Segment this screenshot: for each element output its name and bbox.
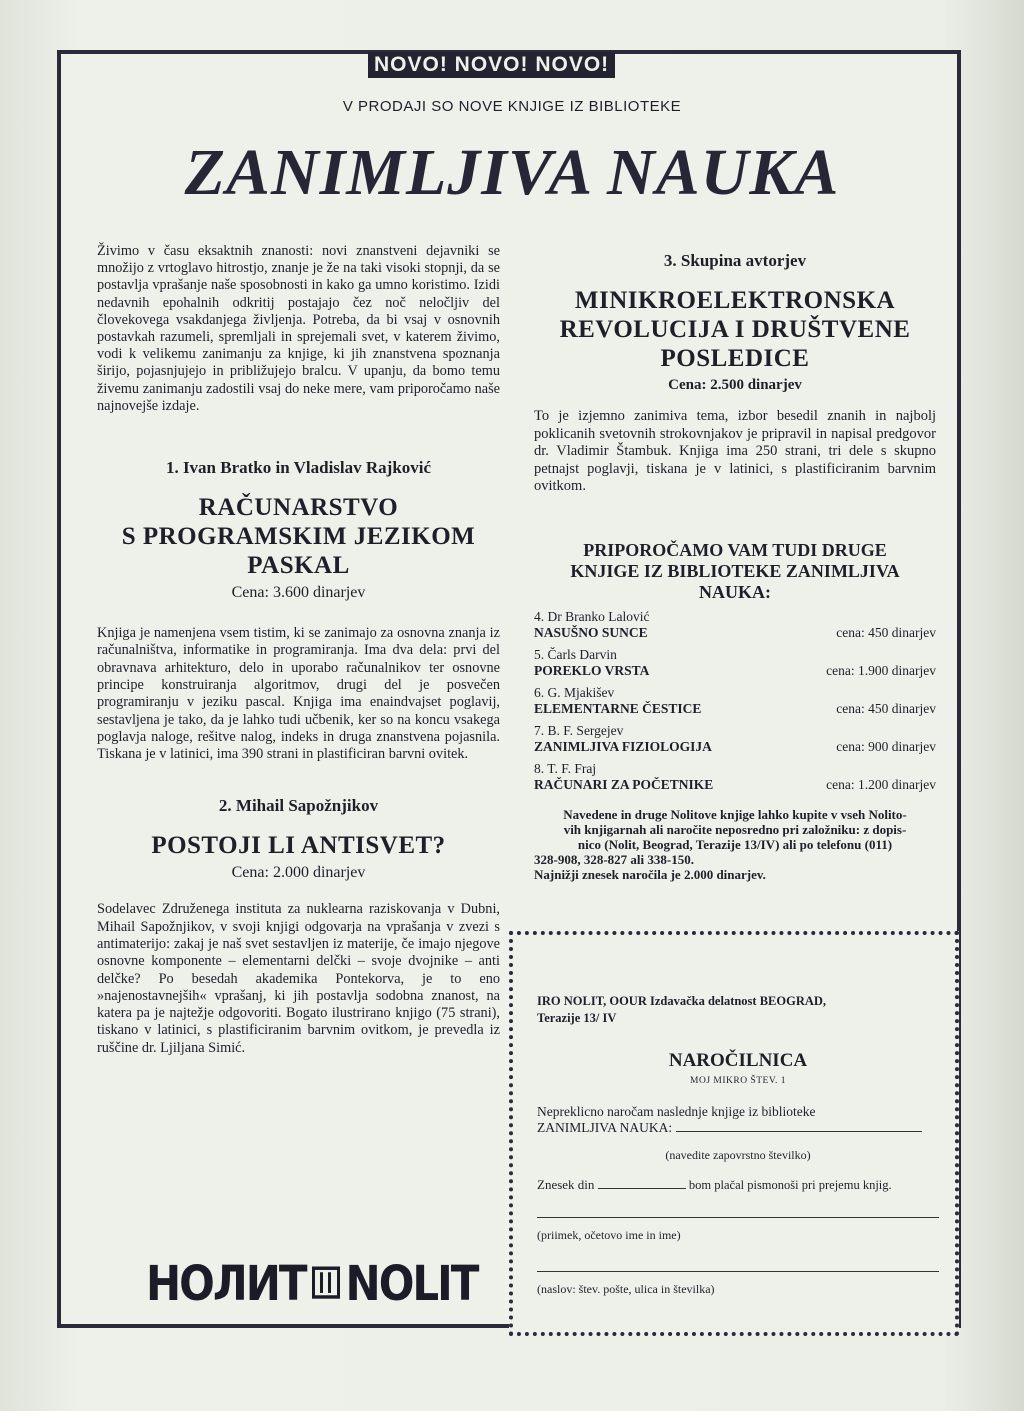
publisher-address-line2: Terazije 13/ IV xyxy=(537,1011,617,1025)
rec-author: 7. B. F. Sergejev xyxy=(534,722,624,738)
amount-row xyxy=(537,1177,939,1193)
order-form xyxy=(509,931,959,1336)
book3-price: Cena: 2.500 dinarjev xyxy=(668,376,802,393)
rec-price: cena: 450 dinarjev xyxy=(836,624,936,640)
left-column xyxy=(97,243,500,1057)
order-statement-line2: ZANIMLJIVA NAUKA: xyxy=(537,1120,673,1135)
rec-title: POREKLO VRSTA xyxy=(534,662,650,678)
list-item xyxy=(534,723,936,755)
rec-title: ZANIMLJIVA FIZIOLOGIJA xyxy=(534,738,712,754)
rec-title: ELEMENTARNE ČESTICE xyxy=(534,700,702,716)
book1-title-line3: PASKAL xyxy=(247,551,350,579)
order-statement xyxy=(537,1104,939,1136)
list-item xyxy=(534,609,936,641)
book2-price: Cena: 2.000 dinarjev xyxy=(231,863,366,881)
novo-badge: NOVO! NOVO! NOVO! xyxy=(368,52,615,78)
ad-subtitle: V PRODAJI SO NOVE KNJIGE IZ BIBLIOTEKE xyxy=(342,98,682,115)
logo-mark-icon xyxy=(312,1266,340,1298)
logo-cyrillic: НОЛИТ xyxy=(146,1255,306,1312)
book3-title-line2: REVOLUCIJA I DRUŠTVENE xyxy=(559,315,911,343)
order-form-title: NAROČILNICA xyxy=(668,1050,808,1071)
rec-title: RAČUNARI ZA POČETNIKE xyxy=(534,776,714,792)
list-item xyxy=(534,685,936,717)
order-form-subtitle: MOJ MIKRO ŠTEV. 1 xyxy=(690,1076,786,1086)
book2-author: 2. Mihail Sapožnjikov xyxy=(218,796,379,816)
rec-price: cena: 900 dinarjev xyxy=(836,738,936,754)
nolit-logo xyxy=(146,1255,477,1311)
rec-price: cena: 450 dinarjev xyxy=(836,700,936,716)
publisher-address-line1: IRO NOLIT, OOUR Izdavačka delatnost BEOGRAD, xyxy=(537,994,827,1008)
ad-title: ZANIMLJIVA NAUKA xyxy=(184,136,840,209)
book3-title-line1: MINIKROELEKTRONSKA xyxy=(574,286,896,314)
rec-author: 4. Dr Branko Lalović xyxy=(534,608,650,624)
book1-title-line1: RAČUNARSTVO xyxy=(198,493,399,521)
name-field[interactable] xyxy=(537,1193,939,1218)
recommend-heading-line1: PRIPOROČAMO VAM TUDI DRUGE xyxy=(583,539,887,560)
order-statement-line2-row xyxy=(537,1120,939,1136)
rec-title: NASUŠNO SUNCE xyxy=(534,624,648,640)
order-note-line4: 328-908, 328-827 ali 338-150. xyxy=(534,851,694,867)
right-column xyxy=(534,252,936,882)
order-note-line5: Najnižji znesek naročila je 2.000 dinarjev. xyxy=(534,866,766,882)
order-note-line3: nico (Nolit, Beograd, Terazije 13/IV) ali po telefonu (011) xyxy=(577,836,893,852)
amount-field[interactable] xyxy=(598,1188,686,1189)
amount-label: Znesek din xyxy=(537,1177,595,1192)
order-statement-line1: Nepreklicno naročam naslednje knjige iz biblioteke xyxy=(537,1104,816,1119)
rec-price: cena: 1.900 dinarjev xyxy=(826,662,936,678)
list-item xyxy=(534,761,936,793)
intro-text: Živimo v času eksaktnih znanosti: novi znanstveni dejavniki se množijo z vrtoglavo hitrostjo, znanje je že na taki visoki stopnji, da se postavlja vprašanje naše sposobnosti in kako ga umno koristimo. Izidi nedavnih epohalnih odkritij postajajo čez noč neločljiv del človekovega vsakdanjega življenja. Potreba, da bi vsaj v osnovnih postavkah razumeli, spremljali in sprejemali svet, v katerem živimo, vodi k velikemu zanimanju za knjige, ki jih znanstvena spoznanja širijo, pojasnjujejo in približujejo bralcu. V upanju, da bomo temu živemu zanimanju zadostili vsaj do neke mere, vam priporočamo naše najnovejše izdaje. xyxy=(97,243,500,414)
book1-price: Cena: 3.600 dinarjev xyxy=(231,583,366,601)
book-numbers-hint: (navedite zapovrstno številko) xyxy=(665,1148,811,1162)
book1-title-line2: S PROGRAMSKIM JEZIKOM xyxy=(121,522,476,550)
order-note-line2: vih knjigarnah ali naročite neposredno pri založniku: z dopis- xyxy=(563,821,907,837)
address-hint: (naslov: štev. pošte, ulica in številka) xyxy=(537,1282,715,1296)
recommend-heading-line2: KNJIGE IZ BIBLIOTEKE ZANIMLJIVA xyxy=(570,560,900,581)
book2-description: Sodelavec Združenega instituta za nuklearna raziskovanja v Dubni, Mihail Sapožnjikov, v svoji knjigi odgovarja na vprašanja v zvezi s antimaterijo: zakaj je naš svet sestavljen iz materije, če imajo njegove osnovne komponente – elementarni delčki – svoje dvojnike – anti delčke? Po besedah akademika Pontekorva, je to eno »najenostavnejših« vprašanj, ki jih postavlja sodobna znanost, na katera pa je najtežje odgovoriti. Bogato ilustrirano knjigo (75 strani), tiskano v latinici, s plastificiranim barvnim ovitkom, je prevedla iz ruščine dr. Ljiljana Simić. xyxy=(97,901,500,1056)
recommend-list xyxy=(534,609,936,793)
rec-author: 6. G. Mjakišev xyxy=(534,684,615,700)
logo-latin: NOLIT xyxy=(345,1255,478,1312)
rec-price: cena: 1.200 dinarjev xyxy=(826,776,936,792)
book1-author: 1. Ivan Bratko in Vladislav Rajković xyxy=(165,458,432,478)
order-form-body xyxy=(537,993,939,1297)
book2-title: POSTOJI LI ANTISVET? xyxy=(151,831,446,859)
book-numbers-field[interactable] xyxy=(676,1131,922,1132)
book1-description: Knjiga je namenjena vsem tistim, ki se zanimajo za osnovna znanja iz računalništva, informatike in programiranja. Ima dva dela: prvi del obravnava arhitekturo, delo in uporabo računalnikov ter osnovne principe konstruiranja algoritmov, drugi del je posvečen programiranju v jeziku pascal. Knjiga ima enaindvajset poglavij, sestavljena je tako, da je lahko tudi učbenik, ker so na koncu vsakega poglavja naloge, rešitve nalog, indeks in druga znanstvena pojasnila. Tiskana je v latinici, ima 390 strani in plastificiran barvni ovitek. xyxy=(97,625,500,763)
rec-author: 8. T. F. Fraj xyxy=(534,760,597,776)
list-item xyxy=(534,647,936,679)
name-hint: (priimek, očetovo ime in ime) xyxy=(537,1228,681,1242)
order-note-line1: Navedene in druge Nolitove knjige lahko kupite v vseh Nolito- xyxy=(563,806,907,822)
book3-title-line3: POSLEDICE xyxy=(660,344,810,372)
book3-author: 3. Skupina avtorjev xyxy=(663,251,807,270)
recommend-heading-line3: NAUKA: xyxy=(699,581,771,602)
book3-description: To je izjemno zanimiva tema, izbor besedil znanih in najbolj poklicanih svetovnih strokovnjakov je pripravil in napisal predgovor dr. Vladimir Štambuk. Knjiga ima 250 strani, tri dele s skupno petnajst poglavji, tiskana je v latinici, s plastificiranim barvnim ovitkom. xyxy=(534,408,936,494)
rec-author: 5. Čarls Darvin xyxy=(534,646,617,662)
amount-tail: bom plačal pismonoši pri prejemu knjig. xyxy=(688,1178,892,1192)
address-field[interactable] xyxy=(537,1243,939,1272)
